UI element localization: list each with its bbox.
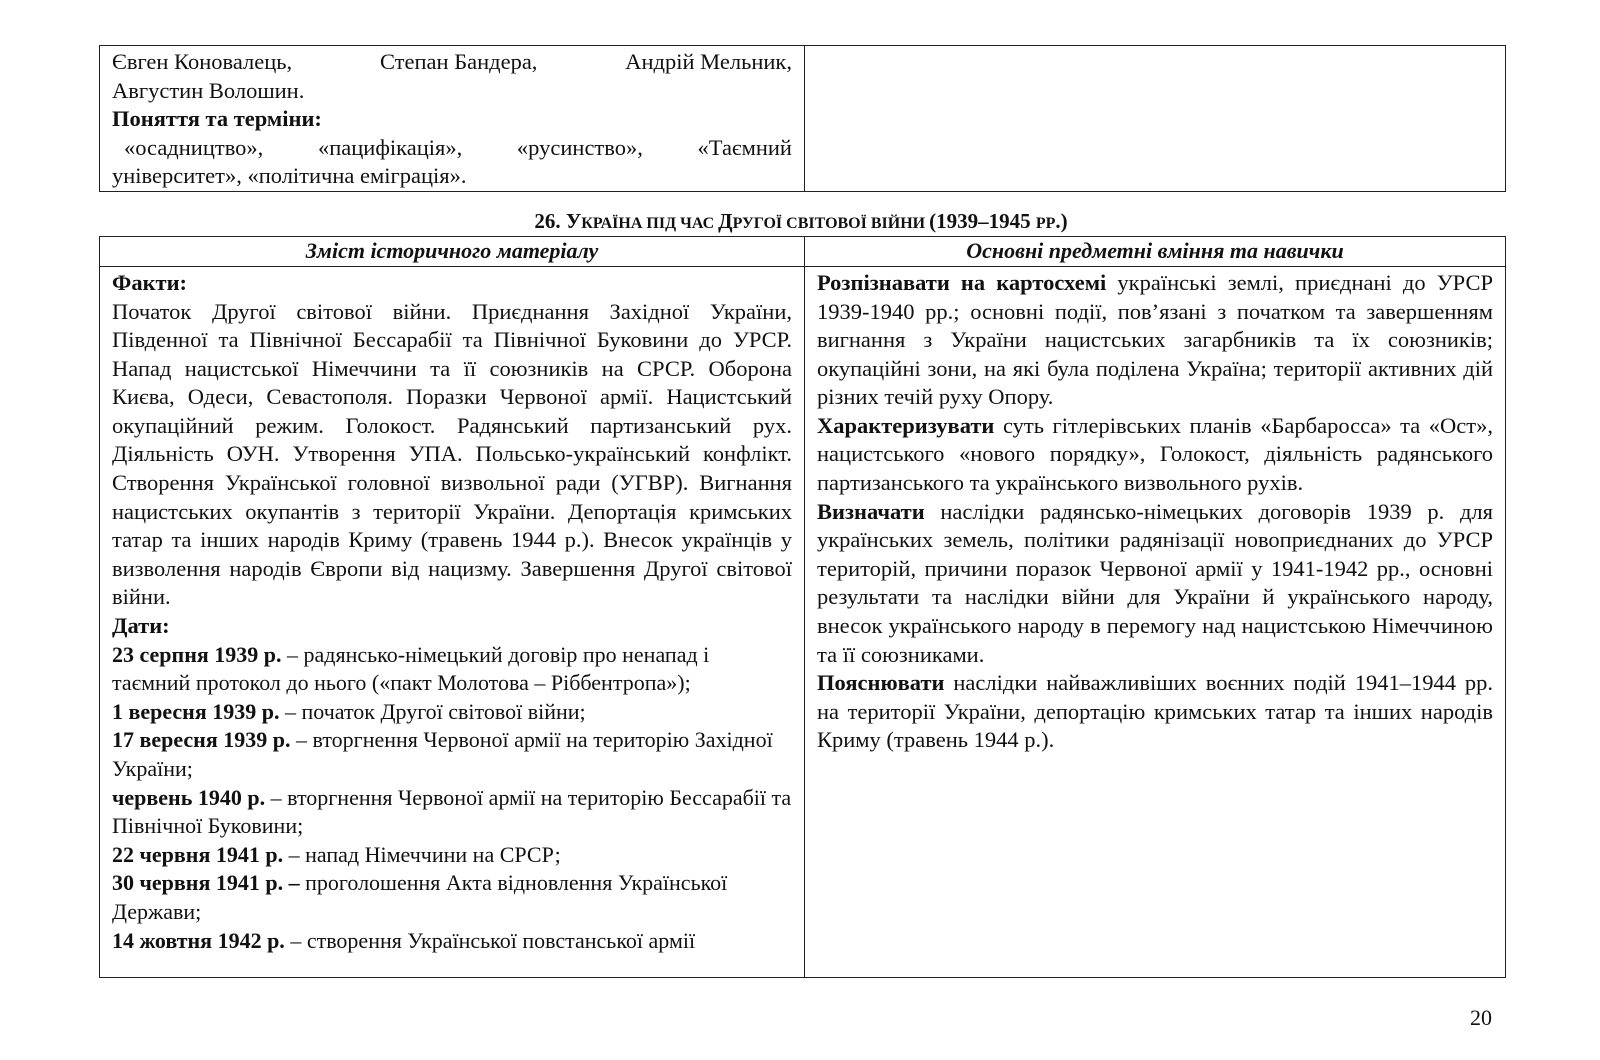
skill-text: суть гітлерівських планів «Барбаросса» та «Ост», нацистського «нового порядку», Голокост, діяльність радянського партизанського та українського визвольного рухів. [817, 412, 1493, 496]
title-part: (1939–1945 [929, 209, 1036, 233]
date-text: – вторгнення Червоної армії на територію Західної України; [112, 727, 773, 781]
date-label: 14 жовтня 1942 р. [112, 927, 285, 953]
title-part: .) [1055, 209, 1068, 233]
header-left: Зміст історичного матеріалу [305, 238, 599, 263]
dates-heading: Дати: [112, 613, 170, 639]
name-4: Августин Волошин. [112, 77, 305, 103]
terms-line-2: університет», «політична еміграція». [112, 163, 467, 189]
date-label: 1 вересня 1939 р. [112, 698, 280, 724]
terms-line [112, 134, 792, 163]
date-label: 23 серпня 1939 р. [112, 641, 282, 667]
title-part: Д [718, 209, 733, 233]
section-table [99, 236, 1506, 978]
date-item [112, 841, 792, 870]
skill-verb: Розпізнавати на картосхемі [817, 269, 1107, 295]
skill-verb: Визначати [817, 498, 925, 524]
title-part: РР [1035, 215, 1056, 232]
header-right-cell [805, 237, 1506, 267]
title-part: КРАЇНА ПІД ЧАС [581, 215, 719, 232]
skill-item [817, 412, 1493, 498]
dates-list [112, 641, 792, 956]
term-4: «Таємний [697, 134, 792, 160]
title-part: РУГОЇ СВІТОВОЇ ВІЙНИ [732, 215, 930, 232]
date-item [112, 726, 792, 783]
skill-item [817, 498, 1493, 670]
date-item [112, 784, 792, 841]
section-number: 26. [534, 209, 561, 233]
title-part: У [565, 209, 582, 233]
date-text: – початок Другої світової війни; [279, 698, 586, 724]
page-number: 20 [1470, 1005, 1492, 1030]
date-text: – напад Німеччини на СРСР; [283, 841, 561, 867]
name-2: Степан Бандера, [379, 49, 538, 74]
facts-text: Початок Другої світової війни. Приєднання Західної України, Південної та Північної Бессарабії та Північної Буковини до УРСР. Напад нацистської Німеччини та її союзників на СРСР. Оборона Києва, Одеси, Севастополя. Поразки Червоної армії. Нацистський окупаційний режим. Голокост. Радянський партизанський рух. Діяльність ОУН. Утворення УПА. Польсько-український конфлікт. Створення Української головної визвольної ради (УГВР). Вигнання нацистських окупантів з території України. Депортація кримських татар та інших народів Криму (травень 1944 р.). Внесок українців у визволення народів Європи від нацизму. Завершення Другої світової війни. [112, 298, 792, 610]
date-item [112, 927, 792, 956]
name-1: Євген Коновалець, [112, 49, 293, 74]
continued-left-cell [100, 46, 805, 192]
date-label: 22 червня 1941 р. [112, 841, 284, 867]
date-item [112, 869, 792, 926]
skill-text: українські землі, приєднані до УРСР 1939-1940 рр.; основні події, пов’язані з початком та завершенням вигнання з України нацистських загарбників та їх союзників; окупаційні зони, на які була поділена Україна; території активних дій різних течій руху Опору. [817, 269, 1493, 410]
continued-table [99, 45, 1506, 192]
skill-verb: Пояснювати [817, 670, 945, 696]
term-2: «пацифікація», [317, 134, 463, 160]
skill-verb: Характеризувати [817, 412, 995, 438]
header-right: Основні предметні вміння та навички [966, 238, 1344, 263]
date-item [112, 641, 792, 698]
facts-heading: Факти: [112, 269, 188, 295]
content-cell [100, 266, 805, 977]
skill-item [817, 669, 1493, 755]
date-text: – вторгнення Червоної армії на територію Бессарабії та Північної Буковини; [112, 784, 792, 839]
date-item [112, 698, 792, 727]
date-label: 30 червня 1941 р. – [112, 870, 300, 896]
date-text: – створення Української повстанської армії [284, 927, 696, 953]
skill-item [817, 269, 1493, 412]
term-1: «осадництво», [124, 134, 264, 160]
date-label: 17 вересня 1939 р. [112, 727, 291, 753]
date-text: – радянсько-німецький договір про ненапад і таємний протокол до нього («пакт Молотова – Ріббентропа»); [112, 641, 710, 696]
section-title [99, 208, 1503, 237]
skill-text: наслідки радянсько-німецьких договорів 1939 р. для українських земель, політики радянізації новоприєднаних до УРСР територій, причини поразок Червоної армії у 1941-1942 рр., основні результати та наслідки війни для України й українського народу, внесок українського народу в перемогу над нацистською Німеччиною та її союзниками. [817, 498, 1493, 667]
terms-heading: Поняття та терміни: [112, 106, 322, 132]
term-3: «русинство», [516, 134, 643, 160]
date-text: проголошення Акта відновлення Української Держави; [112, 870, 728, 924]
skill-text: наслідки найважливіших воєнних подій 1941–1944 рр. на території України, депортацію кримських татар та інших народів Криму (травень 1944 р.). [817, 670, 1493, 753]
names-line [112, 48, 792, 77]
header-left-cell [100, 237, 805, 267]
date-label: червень 1940 р. [112, 784, 266, 810]
name-3: Андрій Мельник, [625, 49, 792, 74]
skills-cell [805, 266, 1506, 977]
continued-right-cell [805, 46, 1506, 192]
